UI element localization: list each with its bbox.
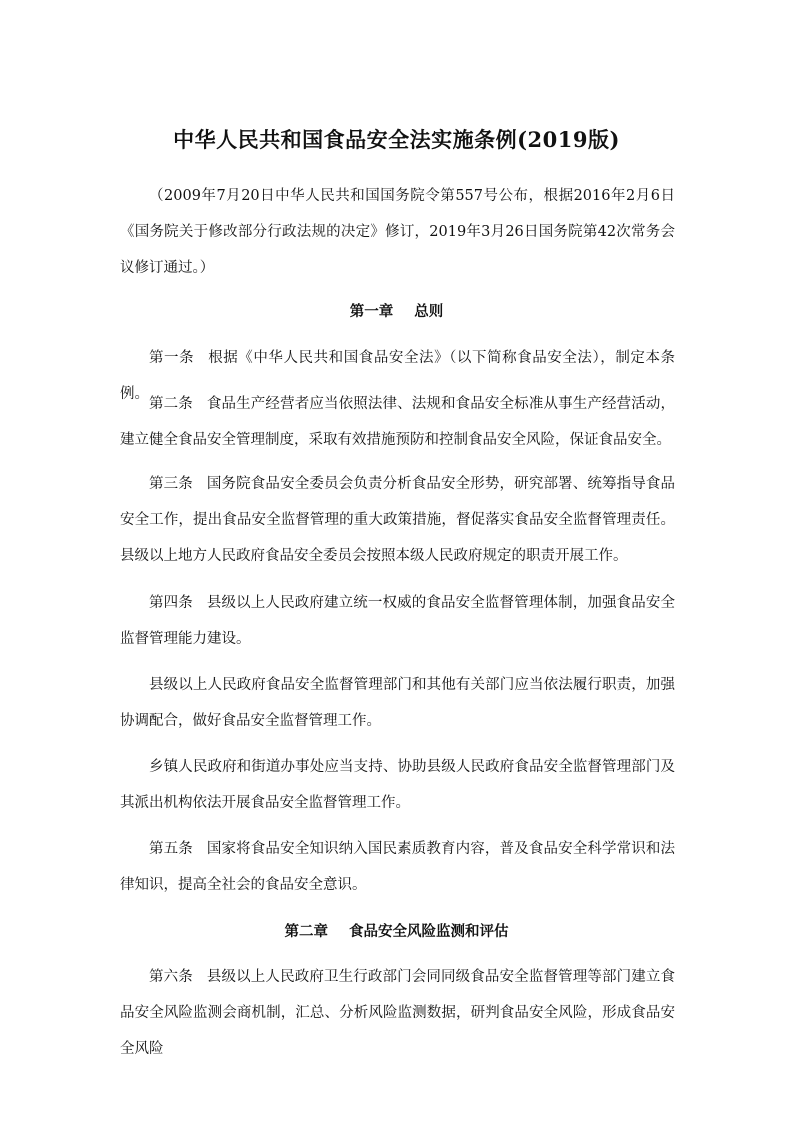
chapter-heading-2 [0, 922, 793, 942]
article-text: 国家将食品安全知识纳入国民素质教育内容，普及食品安全科学常识和法律知识，提高全社会的食品安全意识。 [120, 841, 676, 893]
chapter-name: 食品安全风险监测和评估 [349, 923, 509, 940]
document-title: 中华人民共和国食品安全法实施条例(2019版) [173, 127, 620, 152]
article-6 [120, 959, 675, 1067]
article-2 [120, 386, 675, 458]
chapter-number: 第二章 [284, 923, 328, 940]
article-text: 县级以上人民政府卫生行政部门会同同级食品安全监督管理等部门建立食品安全风险监测会商机制，汇总、分析风险监测数据，研判食品安全风险，形成食品安全风险 [120, 969, 676, 1057]
article-text: 食品生产经营者应当依照法律、法规和食品安全标准从事生产经营活动，建立健全食品安全管理制度，采取有效措施预防和控制食品安全风险，保证食品安全。 [120, 396, 676, 448]
article-number: 第一条 [149, 350, 195, 366]
article-number: 第六条 [149, 969, 193, 985]
article-4-paragraph-3: 乡镇人民政府和街道办事处应当支持、协助县级人民政府食品安全监督管理部门及其派出机构依法开展食品安全监督管理工作。 [120, 759, 675, 811]
preamble: （2009年7月20日中华人民共和国国务院令第557号公布，根据2016年2月6日《国务院关于修改部分行政法规的决定》修订，2019年3月26日国务院第42次常务会议修订通过。） [120, 188, 675, 276]
article-4-paragraph-2: 县级以上人民政府食品安全监督管理部门和其他有关部门应当依法履行职责，加强协调配合，做好食品安全监督管理工作。 [120, 677, 675, 729]
article-number: 第四条 [149, 595, 193, 611]
article-5 [120, 831, 675, 903]
article-text: 县级以上人民政府建立统一权威的食品安全监督管理体制，加强食品安全监督管理能力建设。 [120, 595, 676, 647]
article-text: 国务院食品安全委员会负责分析食品安全形势，研究部署、统筹指导食品安全工作，提出食品安全监督管理的重大政策措施，督促落实食品安全监督管理责任。县级以上地方人民政府食品安全委员会按照本级人民政府规定的职责开展工作。 [120, 476, 676, 564]
article-number: 第五条 [149, 841, 193, 857]
chapter-name: 总则 [414, 303, 444, 320]
chapter-number: 第一章 [349, 303, 394, 320]
article-number: 第二条 [149, 396, 193, 412]
article-text: 根据《中华人民共和国食品安全法》（以下简称食品安全法），制定本条例。 [120, 350, 676, 402]
chapter-heading-1 [0, 302, 793, 322]
article-3 [120, 466, 675, 574]
article-4 [120, 585, 675, 657]
article-number: 第三条 [149, 476, 193, 492]
